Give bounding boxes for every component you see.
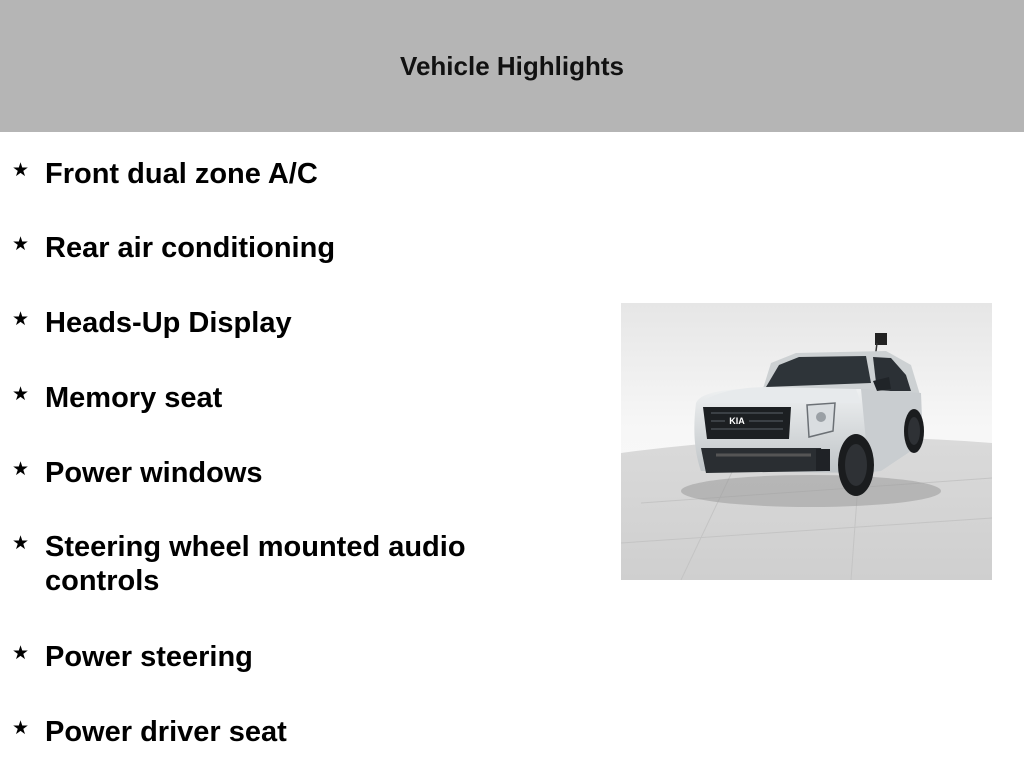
feature-label: Power driver seat	[45, 716, 287, 748]
feature-label: Power windows	[45, 457, 263, 489]
feature-label: Steering wheel mounted audio controls	[45, 531, 466, 597]
star-icon: ★	[12, 308, 30, 330]
feature-label: Memory seat	[45, 382, 223, 414]
star-icon: ★	[12, 717, 30, 739]
vehicle-photo	[621, 303, 992, 580]
page-title: Vehicle Highlights	[400, 50, 624, 81]
badge-logo: KIA	[729, 416, 745, 426]
feature-label: Front dual zone A/C	[45, 158, 318, 190]
star-icon: ★	[12, 458, 30, 480]
star-icon: ★	[12, 642, 30, 664]
suv-illustration	[621, 303, 992, 580]
feature-label: Power steering	[45, 641, 253, 673]
star-icon: ★	[12, 233, 30, 255]
feature-label: Rear air conditioning	[45, 232, 336, 264]
header-bar	[0, 0, 1024, 132]
star-icon: ★	[12, 532, 30, 554]
star-icon: ★	[12, 383, 30, 405]
star-icon: ★	[12, 159, 30, 181]
feature-label: Heads-Up Display	[45, 307, 292, 339]
